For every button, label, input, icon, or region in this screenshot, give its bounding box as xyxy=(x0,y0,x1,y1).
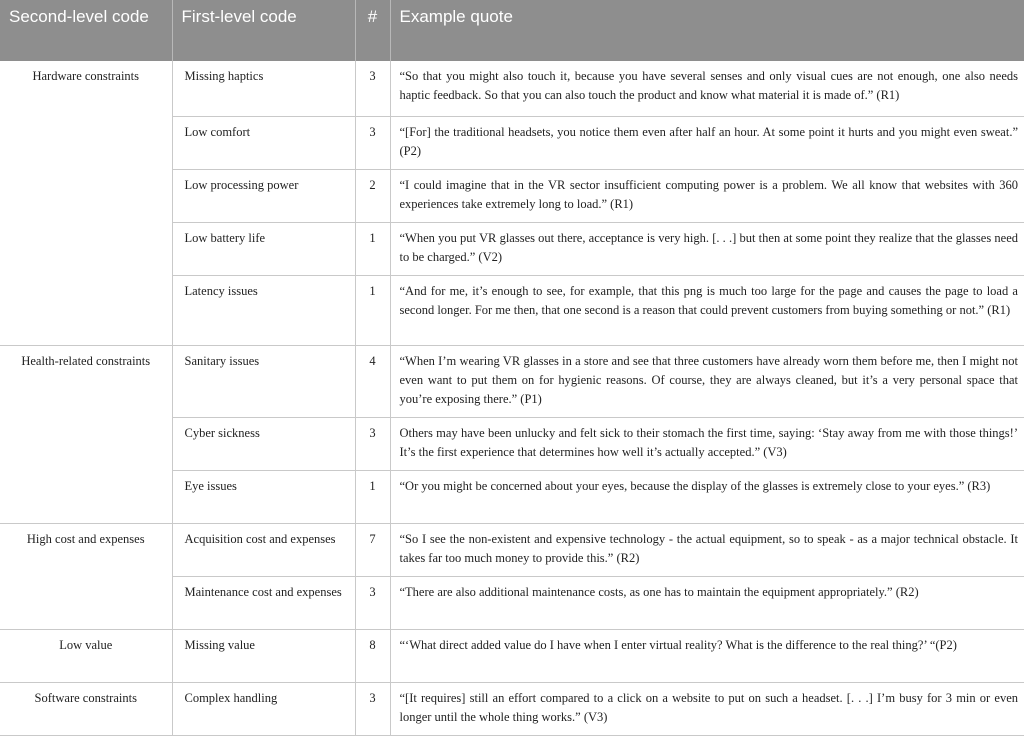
quote-cell: “And for me, it’s enough to see, for example, that this png is much too large for the page and causes the page to load a second longer. For me then, that one second is a reason that could prevent customers from buying something or not.” (R1) xyxy=(390,275,1024,345)
quote-cell: “There are also additional maintenance costs, as one has to maintain the equipment appropriately.” (R2) xyxy=(390,576,1024,629)
first-level-cell: Acquisition cost and expenses xyxy=(172,523,355,576)
count-cell: 3 xyxy=(355,576,390,629)
first-level-cell: Maintenance cost and expenses xyxy=(172,576,355,629)
count-cell: 1 xyxy=(355,275,390,345)
quote-cell: “[For] the traditional headsets, you notice them even after half an hour. At some point it hurts and you might even sweat.” (P2) xyxy=(390,116,1024,169)
quote-cell: “[It requires] still an effort compared to a click on a website to put on such a headset. [. . .] I’m busy for 3 min or even longer until the whole thing works.” (V3) xyxy=(390,682,1024,735)
first-level-cell: Sanitary issues xyxy=(172,345,355,417)
first-level-cell: Low comfort xyxy=(172,116,355,169)
header-first-level: First-level code xyxy=(172,0,355,61)
quote-cell: “When you put VR glasses out there, acceptance is very high. [. . .] but then at some point they realize that the glasses need to be charged.” (V2) xyxy=(390,222,1024,275)
count-cell: 2 xyxy=(355,169,390,222)
first-level-cell: Eye issues xyxy=(172,470,355,523)
second-level-cell: Low value xyxy=(0,629,172,682)
count-cell: 4 xyxy=(355,345,390,417)
table-row xyxy=(0,629,1024,682)
header-second-level: Second-level code xyxy=(0,0,172,61)
header-row xyxy=(0,0,1024,61)
first-level-cell: Low processing power xyxy=(172,169,355,222)
table-row xyxy=(0,345,1024,417)
first-level-cell: Missing value xyxy=(172,629,355,682)
quote-cell: “I could imagine that in the VR sector insufficient computing power is a problem. We all know that websites with 360 experiences take extremely long to load.” (R1) xyxy=(390,169,1024,222)
first-level-cell: Complex handling xyxy=(172,682,355,735)
count-cell: 8 xyxy=(355,629,390,682)
quote-cell: “Or you might be concerned about your eyes, because the display of the glasses is extremely close to your eyes.” (R3) xyxy=(390,470,1024,523)
count-cell: 3 xyxy=(355,682,390,735)
count-cell: 3 xyxy=(355,116,390,169)
second-level-cell: Software constraints xyxy=(0,682,172,735)
quote-cell: “So I see the non-existent and expensive technology - the actual equipment, so to speak - as a major technical obstacle. It takes far too much money to provide this.” (R2) xyxy=(390,523,1024,576)
count-cell: 3 xyxy=(355,61,390,116)
second-level-cell: Health-related constraints xyxy=(0,345,172,523)
first-level-cell: Cyber sickness xyxy=(172,417,355,470)
first-level-cell: Latency issues xyxy=(172,275,355,345)
quote-cell: “When I’m wearing VR glasses in a store and see that three customers have already worn them before me, then I might not even want to put them on for hygienic reasons. Of course, they are always cleaned, but it’s a very personal space that you’re exposing there.” (P1) xyxy=(390,345,1024,417)
table-row xyxy=(0,61,1024,116)
count-cell: 1 xyxy=(355,222,390,275)
quote-cell: “So that you might also touch it, because you have several senses and only visual cues are not enough, one also needs haptic feedback. So that you can also touch the product and know what material it is made of.” (R1) xyxy=(390,61,1024,116)
quote-cell: Others may have been unlucky and felt sick to their stomach the first time, saying: ‘Stay away from me with those things!’ It’s the first experience that determines how well it’s actually accepted.” (V3) xyxy=(390,417,1024,470)
count-cell: 7 xyxy=(355,523,390,576)
header-example-quote: Example quote xyxy=(390,0,1024,61)
count-cell: 1 xyxy=(355,470,390,523)
table-row xyxy=(0,682,1024,735)
table-row xyxy=(0,523,1024,576)
quote-cell: “‘What direct added value do I have when I enter virtual reality? What is the difference to the real thing?’ “(P2) xyxy=(390,629,1024,682)
first-level-cell: Low battery life xyxy=(172,222,355,275)
header-count: # xyxy=(355,0,390,61)
first-level-cell: Missing haptics xyxy=(172,61,355,116)
second-level-cell: Hardware constraints xyxy=(0,61,172,345)
count-cell: 3 xyxy=(355,417,390,470)
second-level-cell: High cost and expenses xyxy=(0,523,172,629)
